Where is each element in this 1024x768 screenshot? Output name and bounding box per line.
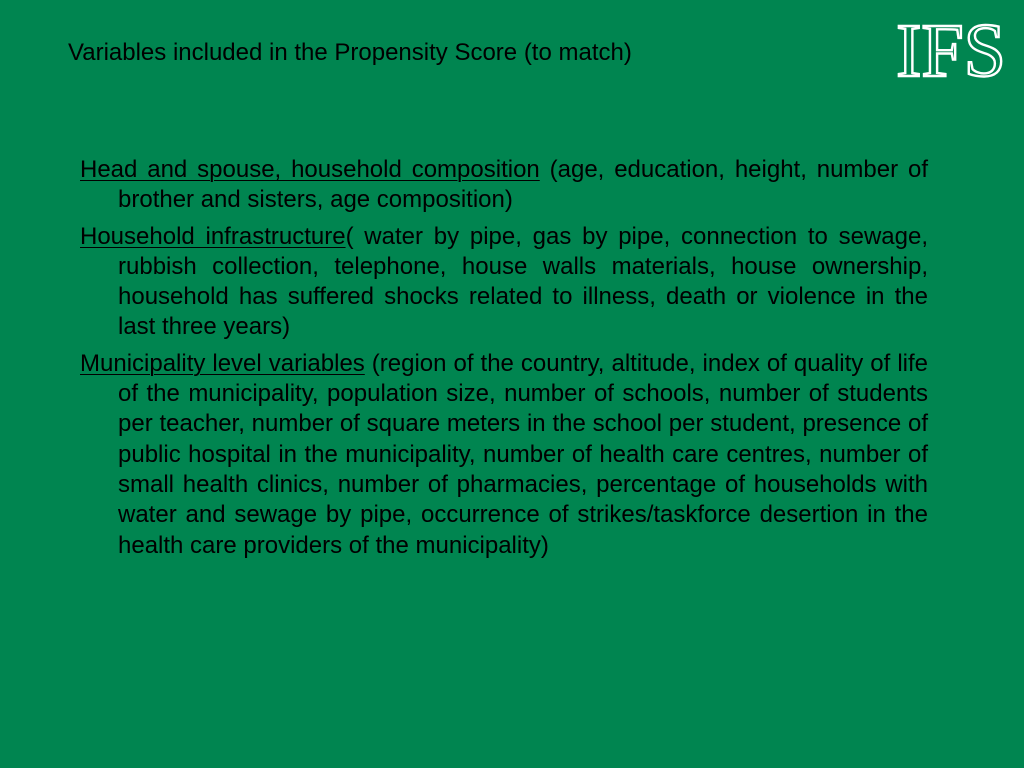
- variable-list: [80, 155, 928, 567]
- slide-title: Variables included in the Propensity Score (to match): [68, 39, 632, 66]
- list-item-household-infrastructure: [80, 222, 928, 343]
- ifs-logo: [892, 10, 1010, 84]
- item-heading: Head and spouse, household composition: [80, 156, 540, 183]
- item-text: (age, education, height, number of brother and sisters, age composition): [118, 156, 928, 214]
- item-text: (region of the country, altitude, index of quality of life of the municipality, population size, number of schools, number of students per teacher, number of square meters in the school per student, presence of public hospital in the municipality, number of health care centres, number of small health clinics, number of pharmacies, percentage of households with water and sewage by pipe, occurrence of strikes/taskforce desertion in the health care providers of the municipality): [118, 349, 929, 559]
- item-heading: Household infrastructure: [80, 222, 346, 250]
- item-heading: Municipality level variables: [80, 349, 365, 377]
- list-item-household-composition: [80, 155, 928, 216]
- item-text: ( water by pipe, gas by pipe, connection to sewage, rubbish collection, telephone, house walls materials, house ownership, household has suffered shocks related to illness, death or violence in the last three years): [118, 222, 928, 341]
- list-item-municipality-variables: [80, 349, 928, 561]
- logo-text: IFS: [896, 10, 1006, 84]
